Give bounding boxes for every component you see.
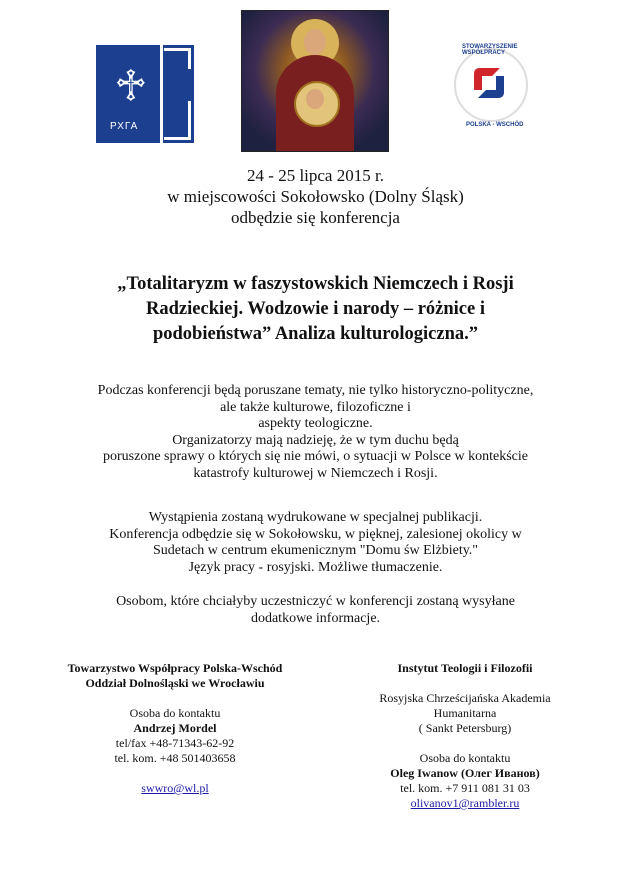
body-line: ale także kulturowe, filozoficzne i — [220, 399, 411, 415]
body-line: katastrofy kulturowej w Niemczech i Rosji. — [193, 465, 438, 481]
organizer-left — [40, 661, 310, 796]
body-line: aspekty teologiczne. — [258, 416, 373, 431]
academy-location: ( Sankt Petersburg) — [418, 721, 512, 735]
event-date: 24 - 25 lipca 2015 r. — [247, 166, 384, 185]
body-line: Sudetach w centrum ekumenicznym "Domu św Elżbiety." — [152, 543, 479, 558]
association-logo — [448, 42, 534, 142]
body-line: Konferencja odbędzie się w Sokołowsku, w pięknej, zalesionej okolicy w — [109, 526, 522, 542]
conference-title — [0, 272, 631, 347]
body-line: Podczas konferencji będą poruszane tematy, nie tylko historyczno-polityczne, — [97, 383, 534, 398]
arrows-emblem-icon — [470, 64, 508, 102]
event-location: w miejscowości Sokołowsko (Dolny Śląsk) — [167, 187, 464, 206]
child-face — [306, 89, 324, 109]
contact-email-link[interactable]: swwro@wl.pl — [141, 781, 209, 795]
organizer-right — [340, 661, 590, 811]
organization-name: Instytut Teologii i Filozofii — [397, 661, 533, 675]
paragraph-topics — [0, 383, 631, 482]
rhga-logo — [96, 45, 194, 143]
body-line: Organizatorzy mają nadzieję, że w tym duchu będą — [172, 432, 459, 448]
academy-name: Rosyjska Chrześcijańska Akademia — [379, 691, 551, 705]
contact-name: Andrzej Mordel — [133, 721, 217, 735]
paragraph-details — [0, 510, 631, 576]
title-line: podobieństwa” Analiza kulturologiczna.” — [152, 324, 478, 344]
event-announcement: odbędzie się konferencja — [231, 208, 400, 227]
icon-painting — [241, 10, 389, 152]
logo-divider — [160, 45, 163, 143]
body-line: Osobom, które chciałyby uczestniczyć w konferencji zostaną wysyłane — [116, 594, 515, 609]
contact-email-link[interactable]: olivanov1@rambler.ru — [410, 796, 520, 810]
contact-label: Osoba do kontaktu — [419, 751, 511, 765]
logo-text-bottom: POLSKA - WSCHÓD — [466, 122, 524, 128]
organization-name: Towarzystwo Współpracy Polska-Wschód — [67, 661, 283, 675]
logo-text: STOWARZYSZENIE WSPÓŁPRACY — [462, 44, 518, 56]
body-line: Język pracy - rosyjski. Możliwe tłumaczenie. — [188, 559, 443, 575]
logo-abbreviation: РХГА — [110, 121, 139, 132]
body-line: poruszone sprawy o których się nie mówi, o sytuacji w Polsce w kontekście — [103, 449, 528, 464]
organization-branch: Oddział Dolnośląski we Wrocławiu — [85, 676, 265, 690]
event-header — [0, 165, 631, 228]
contact-label: Osoba do kontaktu — [129, 706, 221, 720]
contact-mobile: tel. kom. +48 501403658 — [114, 751, 236, 765]
body-line: Wystąpienia zostaną wydrukowane w specjalnej publikacji. — [148, 510, 483, 525]
paragraph-info — [0, 594, 631, 627]
madonna-face — [304, 29, 326, 55]
title-line: Radzieckiej. Wodzowie i narody – różnice i — [146, 299, 485, 319]
title-line: „Totalitaryzm w faszystowskich Niemczech i Rosji — [117, 274, 514, 294]
body-line: dodatkowe informacje. — [250, 610, 381, 626]
contact-phone: tel/fax +48-71343-62-92 — [115, 736, 235, 750]
logo-frame-corner — [164, 101, 191, 140]
academy-name: Humanitarna — [433, 706, 497, 720]
contact-mobile: tel. kom. +7 911 081 31 03 — [400, 781, 530, 795]
angel-figure-icon: ♱ — [114, 62, 148, 111]
contact-name: Oleg Iwanow (Олег Иванов) — [390, 766, 540, 780]
logo-frame-corner — [164, 48, 191, 69]
